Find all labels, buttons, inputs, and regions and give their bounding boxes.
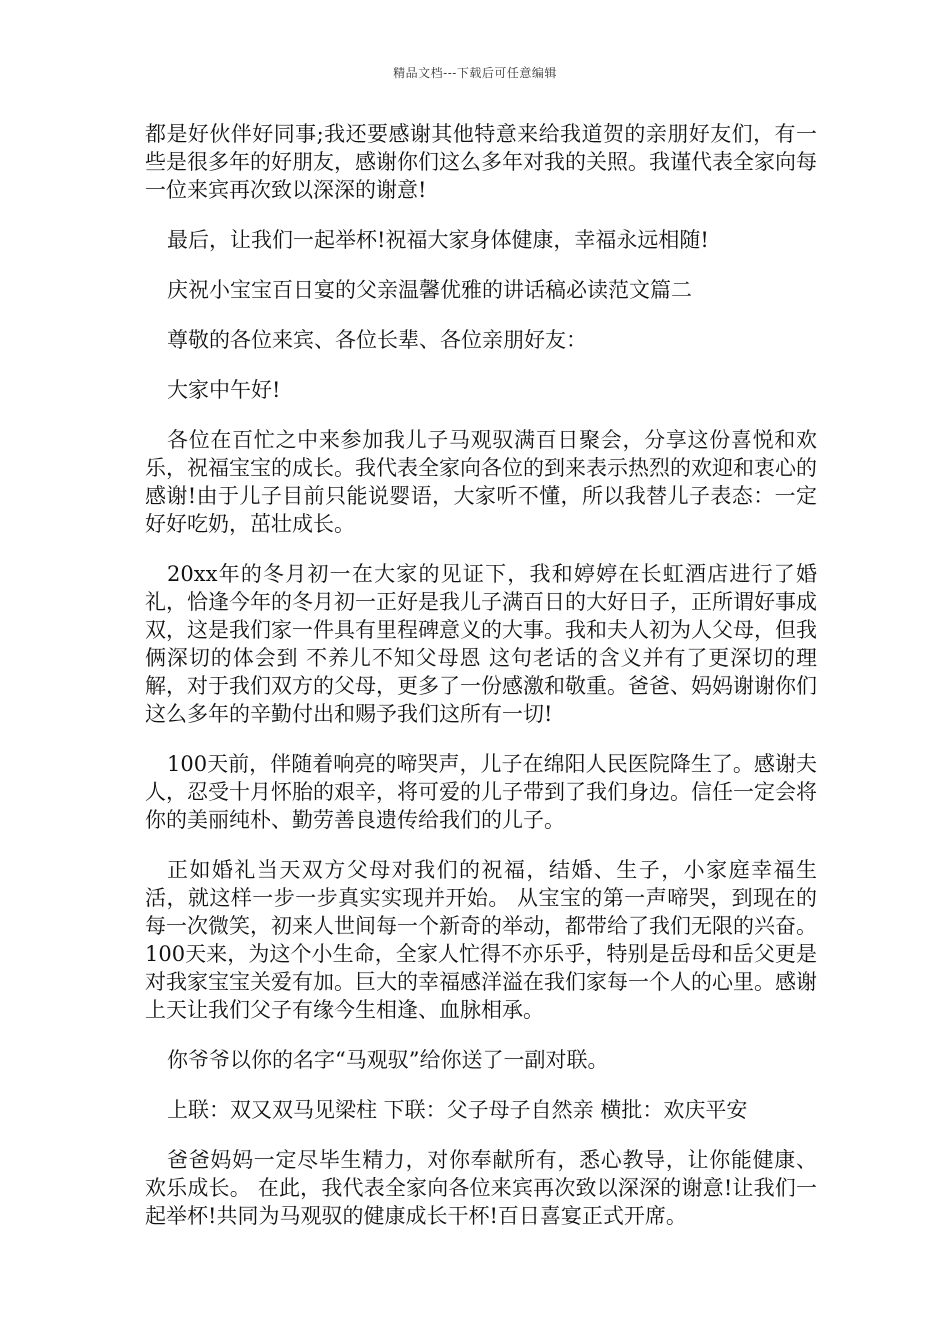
greeting: 大家中午好!	[167, 378, 281, 402]
couplet: 上联：双又双马见梁柱 下联：父子母子自然亲 横批：欢庆平安	[167, 1098, 748, 1122]
paragraph: 你爷爷以你的名字“马观驭”给你送了一副对联。	[167, 1048, 609, 1072]
paragraph: 各位在百忙之中来参加我儿子马观驭满百日聚会，分享这份喜悦和欢乐，祝福宝宝的成长。我代表全家向各位的到来表示热烈的欢迎和衷心的感谢!由于儿子目前只能说婴语，大家听不懂，所以我替儿子表态：一定好好吃奶，茁壮成长。	[145, 428, 817, 536]
salutation: 尊敬的各位来宾、各位长辈、各位亲朋好友：	[167, 328, 587, 352]
paragraph: 正如婚礼当天双方父母对我们的祝福，结婚、生子，小家庭幸福生活，就这样一步一步真实实现并开始。 从宝宝的第一声啼哭，到现在的每一次微笑，初来人世间每一个新奇的举动，都带给了我们无限的兴奋。100天来，为这个小生命，全家人忙得不亦乐乎，特别是岳母和岳父更是对我家宝宝关爱有加。巨大的幸福感洋溢在我们家每一个人的心里。感谢上天让我们父子有缘今生相逢、血脉相承。	[145, 858, 817, 1022]
paragraph: 20xx年的冬月初一在大家的见证下，我和婷婷在长虹酒店进行了婚礼，恰逢今年的冬月初一正好是我儿子满百日的大好日子，正所谓好事成双，这是我们家一件具有里程碑意义的大事。我和夫人初为人父母，但我俩深切的体会到 不养儿不知父母恩 这句老话的含义并有了更深切的理解，对于我们双方的父母，更多了一份感激和敬重。爸爸、妈妈谢谢你们这么多年的辛勤付出和赐予我们这所有一切!	[145, 562, 817, 726]
paragraph: 都是好伙伴好同事;我还要感谢其他特意来给我道贺的亲朋好友们，有一些是很多年的好朋友，感谢你们这么多年对我的关照。我谨代表全家向每一位来宾再次致以深深的谢意!	[145, 122, 817, 202]
document-body	[145, 120, 817, 1252]
paragraph: 爸爸妈妈一定尽毕生精力，对你奉献所有，悉心教导，让你能健康、欢乐成长。 在此，我代表全家向各位来宾再次致以深深的谢意!让我们一起举杯!共同为马观驭的健康成长干杯!百日喜宴正式开席。	[145, 1148, 817, 1228]
section-title: 庆祝小宝宝百日宴的父亲温馨优雅的讲话稿必读范文篇二	[167, 278, 692, 302]
paragraph: 100天前，伴随着响亮的啼哭声，儿子在绵阳人民医院降生了。感谢夫人，忍受十月怀胎的艰辛，将可爱的儿子带到了我们身边。信任一定会将你的美丽纯朴、勤劳善良遗传给我们的儿子。	[145, 752, 817, 832]
page-header: 精品文档---下载后可任意编辑	[393, 66, 557, 80]
paragraph: 最后，让我们一起举杯!祝福大家身体健康，幸福永远相随!	[167, 228, 709, 252]
